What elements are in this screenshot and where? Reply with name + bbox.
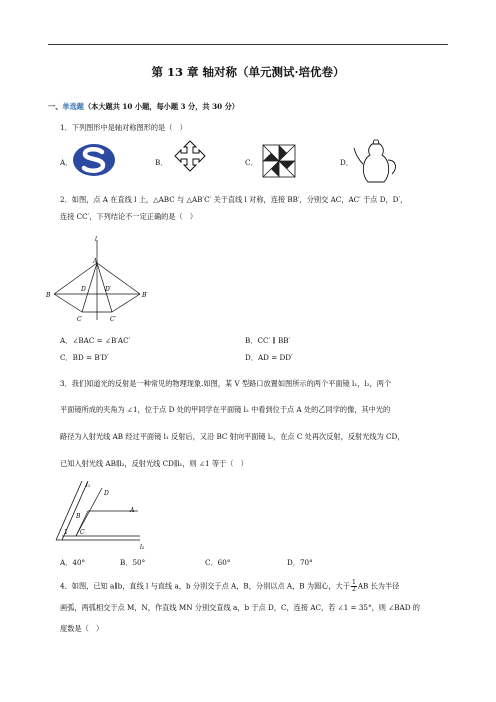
q3-option-b: B．50° xyxy=(120,558,146,567)
section-heading xyxy=(48,102,239,111)
q4-line-1 xyxy=(60,580,399,593)
q4-line-2: 画弧，两弧相交于点 M，N，作直线 MN 分别交直线 a，b 于点 D，C，连接 AC，若 ∠1 = 35°，则 ∠BAD 的 xyxy=(60,603,420,612)
q3-fig-label-d: D xyxy=(104,490,109,497)
q3-line-2: 平面镜所成的夹角为 ∠1，位于点 D 处的甲同学在平面镜 l₂ 中看到位于点 A 处的乙同学的像，其中光的 xyxy=(60,405,391,414)
q2-figure-reflection xyxy=(46,236,162,326)
q1-stem: 1．下列图形中是轴对称图形的是（ ） xyxy=(60,123,187,132)
q3-option-d: D．70° xyxy=(287,558,313,567)
q3-line-3: 路径为入射光线 AB 经过平面镜 l₁ 反射后，又沿 BC 射向平面镜 l₂，在点 C 处再次反射，反射光线为 CD， xyxy=(60,432,405,441)
q4-line-3: 度数是（ ） xyxy=(60,624,104,633)
q3-fig-label-a: A xyxy=(130,507,135,514)
q2-fig-label-l: l xyxy=(95,236,97,243)
q1-option-c-label: C． xyxy=(245,158,258,167)
q4-fraction-den: 2 xyxy=(352,586,356,593)
q2-fig-label-c: C xyxy=(77,316,82,323)
q1-option-d-label: D． xyxy=(340,158,353,167)
page-title: 第 13 章 轴对称（单元测试·培优卷） xyxy=(151,65,345,79)
q2-option-b: B．CC′ ∥ BB′ xyxy=(245,336,291,345)
q2-fig-label-b: B xyxy=(46,292,51,299)
q2-fig-label-d-prime: D′ xyxy=(105,286,112,293)
q1-option-b-label: B． xyxy=(155,158,168,167)
q4-line-1-end: AB 长为半径 xyxy=(357,581,400,591)
q2-fig-label-a: A xyxy=(93,258,98,265)
q2-option-a: A．∠BAC = ∠B′AC′ xyxy=(60,336,131,345)
header-rule xyxy=(48,44,448,45)
q1-figure-pinwheel xyxy=(262,144,296,178)
q1-option-a-label: A． xyxy=(60,158,73,167)
q3-option-c: C．60° xyxy=(205,558,231,567)
section-heading-prefix: 一、 xyxy=(48,102,63,111)
q3-figure-mirrors xyxy=(54,478,164,550)
q4-line-1-text: 4．如图，已知 a∥b，直线 l 与直线 a，b 分别交于点 A，B，分别以点 A，B 为圆心，大于 xyxy=(60,581,351,591)
q2-fig-label-b-prime: B′ xyxy=(142,292,148,299)
q2-fig-label-c-prime: C′ xyxy=(110,316,116,323)
q3-option-a: A．40° xyxy=(60,558,86,567)
q2-stem-line-1: 2．如图，点 A 在直线 l 上，△ABC 与 △AB′C′ 关于直线 l 对称，连接 BB′，分别交 AC，AC′ 于点 D，D′， xyxy=(60,195,408,204)
section-heading-note: （本大题共 10 小题，每小题 3 分，共 30 分） xyxy=(83,102,239,111)
q3-fig-label-angle-1: 1 xyxy=(64,529,68,536)
q2-stem-line-2: 连接 CC′，下列结论不一定正确的是（ ） xyxy=(60,212,198,221)
q3-fig-label-c: C xyxy=(80,529,85,536)
q2-option-c: C．BD = B′D′ xyxy=(60,353,109,362)
q3-line-4: 已知入射光线 AB∥l₂，反射光线 CD∥l₁，则 ∠1 等于（ ） xyxy=(60,459,248,468)
q4-fraction-num: 1 xyxy=(352,579,356,586)
q3-line-1: 3．我们知道光的反射是一种常见的物理现象.如图，某 V 型路口放置如图所示的两个平面镜 l₁，l₂，两个 xyxy=(60,379,392,388)
section-heading-label: 单选题 xyxy=(62,102,84,111)
q3-fig-label-l1: l₁ xyxy=(86,482,91,489)
q1-figure-arrows xyxy=(168,140,212,180)
q3-fig-label-l2: l₂ xyxy=(140,544,145,551)
q4-fraction xyxy=(351,580,357,593)
q1-figure-s-logo xyxy=(72,143,116,177)
q2-fig-label-d: D xyxy=(81,286,86,293)
q3-fig-label-b: B xyxy=(76,513,81,520)
q2-option-d: D．AD = DD′ xyxy=(245,353,293,362)
q1-figure-teapot xyxy=(352,138,400,184)
